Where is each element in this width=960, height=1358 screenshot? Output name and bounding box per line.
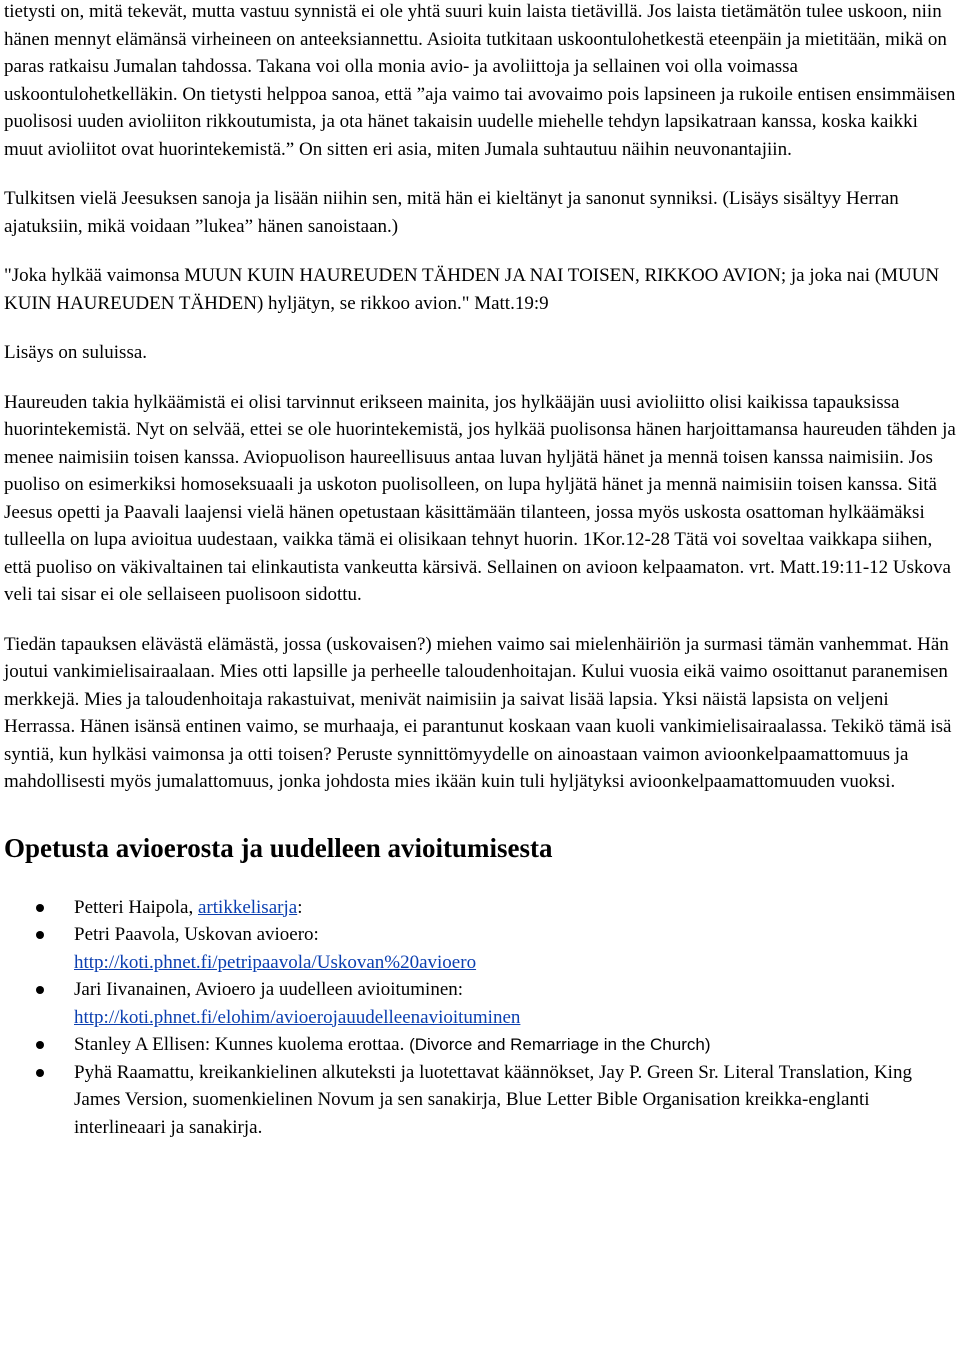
paragraph-note: Lisäys on suluissa. <box>4 342 148 363</box>
bullet-icon <box>36 1069 44 1077</box>
paragraph-case-story: Tiedän tapauksen elävästä elämästä, jossa (uskovaisen?) miehen vaimo sai mielenhäiriön ja surmasi tämän vanhemmat. Hän joutui vankimielisairaalaan. Mies otti lapsille ja perheelle taloudenhoitajan. Kului vuosia eikä vaimo osoittanut paranemisen merkkejä. Mies ja taloudenhoitaja rakastuivat, menivät naimisiin ja saivat lisää lapsia. Yksi näistä lapsista on veljeni Herrassa. Hänen isänsä entinen vaimo, se murhaaja, ei parantunut koskaan vaan kuoli vankimielisairaalassa. Tekikö tämä isä syntiä, kun hylkäsi vaimonsa ja otti toisen? Peruste synnittömyydelle on ainoastaan vaimon avioonkelpaamattomuus ja mahdollisesti myös jumalattomuus, jonka johdosta mies ikään kuin tuli hyljätyksi avioonkelpaamattomuuden vuoksi. <box>4 633 952 792</box>
bullet-icon <box>36 986 44 994</box>
paragraph-interpretation: Tulkitsen vielä Jeesuksen sanoja ja lisään niihin sen, mitä hän ei kieltänyt ja sanonut synniksi. (Lisäys sisältyy Herran ajatuksiin, mikä voidaan ”lukea” hänen sanoistaan.) <box>4 188 899 237</box>
reference-title: Stanley A Ellisen: Kunnes kuolema erottaa. <box>74 1034 410 1055</box>
section-heading: Opetusta avioerosta ja uudelleen avioitumisesta <box>4 832 553 863</box>
reference-title: Pyhä Raamattu, kreikankielinen alkuteksti ja luotettavat käännökset, Jay P. Green Sr. Literal Translation, King James Version, suomenkielinen Novum ja sen sanakirja, Blue Letter Bible Organisation kreikka-englanti interlineaari ja sanakirja. <box>74 1061 912 1138</box>
list-item <box>4 1059 956 1142</box>
reference-title: Petri Paavola, Uskovan avioero: <box>74 924 319 945</box>
list-item <box>4 976 956 1031</box>
article-series-link[interactable]: artikkelisarja <box>198 896 298 918</box>
iivanainen-link[interactable]: http://koti.phnet.fi/elohim/avioerojauudelleenavioituminen <box>74 1006 521 1028</box>
paragraph-bible-quote: "Joka hylkää vaimonsa MUUN KUIN HAUREUDEN TÄHDEN JA NAI TOISEN, RIKKOO AVION; ja joka nai (MUUN KUIN HAUREUDEN TÄHDEN) hyljätyn, se rikkoo avion." Matt.19:9 <box>4 265 940 314</box>
paragraph-adultery-reason: Haureuden takia hylkäämistä ei olisi tarvinnut erikseen mainita, jos hylkääjän uusi avioliitto olisi kaikissa tapauksissa huorintekemistä. Nyt on selvää, ettei se ole huorintekemistä, jos hylkää puolisonsa hänen harjoittamansa haureuden tähden ja menee naimisiin toisen kanssa. Aviopuolison haureellisuus antaa luvan hyljätä hänet ja mennä toisen kanssa naimisiin. Jos puoliso on esimerkiksi homoseksuaali ja uskoton puolisolleen, on lupa hyljätä hänet ja mennä naimisiin toisen kanssa. Sitä Jeesus opetti ja Paavali laajensi vielä hänen opetustaan käsittämään tilanteen, jossa myös uskosta osattoman hylkäämäksi tulleella on lupa avioitua uudestaan, vaikka tämä ei olisikaan tehnyt huorin. 1Kor.12-28 Tätä voi soveltaa vaikkapa siihen, että puoliso on väkivaltainen tai elinkautista vankeutta kärsivä. Sellainen on avioon kelpaamaton. vrt. Matt.19:11-12 Uskova veli tai sisar ei ole sellaiseen puolisoon sidottu. <box>4 391 956 605</box>
list-item <box>4 894 956 922</box>
bullet-icon <box>36 931 44 939</box>
reference-author: Petteri Haipola, <box>74 896 198 918</box>
list-item <box>4 1031 956 1059</box>
reference-list <box>4 894 956 1142</box>
bullet-icon <box>36 904 44 912</box>
paavola-link[interactable]: http://koti.phnet.fi/petripaavola/Uskovan%20avioero <box>74 951 477 973</box>
reference-title: Jari Iivanainen, Avioero ja uudelleen avioituminen: <box>74 979 464 1000</box>
bullet-icon <box>36 1041 44 1049</box>
paragraph-intro: tietysti on, mitä tekevät, mutta vastuu synnistä ei ole yhtä suuri kuin laista tietävillä. Jos laista tietämätön tulee uskoon, niin hänen mennyt elämänsä virheineen on anteeksiannettu. Asioita tutkitaan uskoontulohetkestä eteenpäin ja mietitään, mikä on paras ratkaisu Jumalan tahdossa. Takana voi olla monia avio- ja avoliittoja ja sellainen voi olla voimassa uskoontulohetkelläkin. On tietysti helppoa sanoa, että ”aja vaimo tai avovaimo pois lapsineen ja rukoile entisen ensimmäisen puolisosi uuden avioliiton rikkoutumista, ja ota hänet takaisin uudelle miehelle tehdyn lapsikatraan kanssa, koska kaikki muut avioliitot ovat huorintekemistä.” On sitten eri asia, miten Jumala suhtautuu näihin neuvonantajiin. <box>4 1 956 160</box>
reference-colon: : <box>297 896 303 918</box>
list-item <box>4 921 956 976</box>
reference-subtitle: (Divorce and Remarriage in the Church) <box>409 1035 711 1054</box>
